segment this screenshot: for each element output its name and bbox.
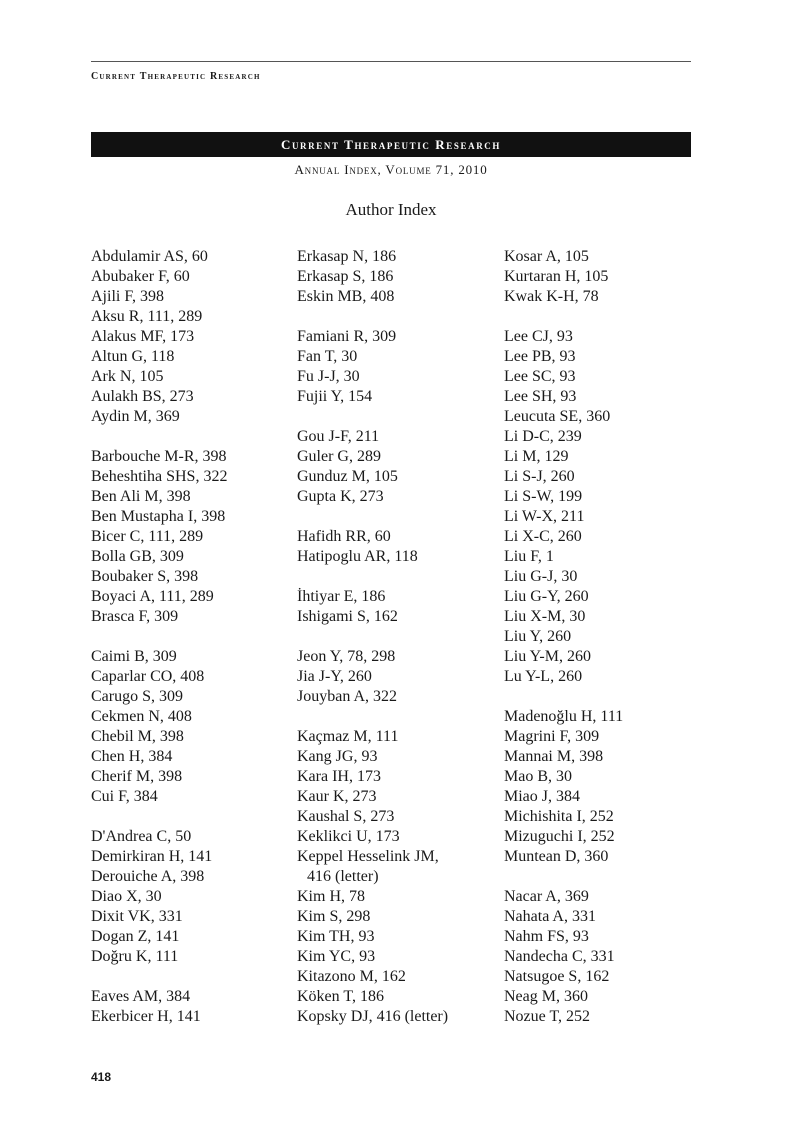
- index-entry: Boubaker S, 398: [91, 568, 199, 585]
- index-entry: Nandecha C, 331: [504, 948, 615, 965]
- index-spacer: [297, 627, 497, 647]
- index-entry: Ajili F, 398: [91, 288, 164, 305]
- index-entry: Kim TH, 93: [297, 928, 375, 945]
- index-entry: Gunduz M, 105: [297, 468, 398, 485]
- index-entry: Brasca F, 309: [91, 608, 179, 625]
- index-entry: Fujii Y, 154: [297, 388, 373, 405]
- index-entry: Jeon Y, 78, 298: [297, 648, 396, 665]
- index-entry: Keppel Hesselink JM,: [297, 848, 439, 865]
- index-entry: Kim S, 298: [297, 908, 371, 925]
- index-entry: Guler G, 289: [297, 448, 381, 465]
- index-entry: Dogan Z, 141: [91, 928, 180, 945]
- index-entry: Kim YC, 93: [297, 948, 376, 965]
- index-spacer: [297, 507, 497, 527]
- index-entry: Kwak K-H, 78: [504, 288, 599, 305]
- index-entry: Eaves AM, 384: [91, 988, 191, 1005]
- index-entry: Famiani R, 309: [297, 328, 397, 345]
- index-entry: Derouiche A, 398: [91, 868, 205, 885]
- index-entry: Bolla GB, 309: [91, 548, 184, 565]
- index-spacer: [91, 807, 291, 827]
- index-column-3: [504, 247, 704, 1027]
- index-entry: Liu X-M, 30: [504, 608, 586, 625]
- index-entry: İhtiyar E, 186: [297, 588, 386, 605]
- index-entry: Köken T, 186: [297, 988, 384, 1005]
- index-column-1: [91, 247, 291, 1027]
- index-entry: Kurtaran H, 105: [504, 268, 609, 285]
- index-entry: Mizuguchi I, 252: [504, 828, 615, 845]
- index-entry: Caimi B, 309: [91, 648, 177, 665]
- index-entry: Ben Ali M, 398: [91, 488, 191, 505]
- index-entry: Kaçmaz M, 111: [297, 728, 399, 745]
- index-spacer: [297, 567, 497, 587]
- index-entry: Mannai M, 398: [504, 748, 604, 765]
- index-entry: Jia J-Y, 260: [297, 668, 372, 685]
- index-entry: Barbouche M-R, 398: [91, 448, 227, 465]
- index-entry: Keklikci U, 173: [297, 828, 400, 845]
- index-entry: Neag M, 360: [504, 988, 588, 1005]
- index-entry: Ishigami S, 162: [297, 608, 398, 625]
- index-entry: Fan T, 30: [297, 348, 358, 365]
- index-entry: Li S-W, 199: [504, 488, 583, 505]
- index-entry: Lee SH, 93: [504, 388, 577, 405]
- index-entry: Gupta K, 273: [297, 488, 384, 505]
- index-entry: Dixit VK, 331: [91, 908, 183, 925]
- index-entry: Gou J-F, 211: [297, 428, 380, 445]
- index-entry: Michishita I, 252: [504, 808, 614, 825]
- index-title: Author Index: [345, 200, 437, 219]
- index-entry: Lee CJ, 93: [504, 328, 573, 345]
- index-entry: Lee PB, 93: [504, 348, 576, 365]
- header-rule: [91, 61, 691, 62]
- index-entry: Abdulamir AS, 60: [91, 248, 208, 265]
- index-entry: Kim H, 78: [297, 888, 365, 905]
- index-entry: Ekerbicer H, 141: [91, 1008, 201, 1025]
- index-entry: Abubaker F, 60: [91, 268, 190, 285]
- index-entry: Li X-C, 260: [504, 528, 582, 545]
- index-entry: Miao J, 384: [504, 788, 580, 805]
- index-entry: Magrini F, 309: [504, 728, 600, 745]
- index-entry: Liu Y, 260: [504, 628, 572, 645]
- index-entry: Natsugoe S, 162: [504, 968, 610, 985]
- index-entry: Cui F, 384: [91, 788, 158, 805]
- index-entry: Kopsky DJ, 416 (letter): [297, 1008, 449, 1025]
- index-entry: Ark N, 105: [91, 368, 164, 385]
- index-entry: Hafidh RR, 60: [297, 528, 391, 545]
- index-entry: Kaushal S, 273: [297, 808, 395, 825]
- index-spacer: [91, 627, 291, 647]
- index-entry: Li W-X, 211: [504, 508, 585, 525]
- index-entry: Carugo S, 309: [91, 688, 183, 705]
- index-spacer: [297, 307, 497, 327]
- index-entry: 416 (letter): [307, 868, 379, 885]
- annual-index-subtitle: Annual Index, Volume 71, 2010: [294, 162, 488, 177]
- index-entry: Aulakh BS, 273: [91, 388, 194, 405]
- index-entry: Chebil M, 398: [91, 728, 184, 745]
- index-entry: Hatipoglu AR, 118: [297, 548, 418, 565]
- index-entry: Erkasap N, 186: [297, 248, 397, 265]
- index-entry: Kitazono M, 162: [297, 968, 406, 985]
- index-entry: Kaur K, 273: [297, 788, 377, 805]
- index-entry: Kosar A, 105: [504, 248, 589, 265]
- index-column-2: [297, 247, 497, 1027]
- index-entry: Nozue T, 252: [504, 1008, 591, 1025]
- index-spacer: [504, 687, 704, 707]
- index-entry: Liu Y-M, 260: [504, 648, 591, 665]
- index-entry: Aydin M, 369: [91, 408, 180, 425]
- index-entry: Bicer C, 111, 289: [91, 528, 204, 545]
- index-entry: Li D-C, 239: [504, 428, 582, 445]
- index-spacer: [297, 407, 497, 427]
- index-entry: Caparlar CO, 408: [91, 668, 205, 685]
- index-entry: Lee SC, 93: [504, 368, 576, 385]
- journal-banner: Current Therapeutic Research: [91, 132, 691, 157]
- index-entry: Liu G-Y, 260: [504, 588, 589, 605]
- index-spacer: [91, 967, 291, 987]
- index-entry: Lu Y-L, 260: [504, 668, 583, 685]
- index-spacer: [504, 867, 704, 887]
- index-entry: Beheshtiha SHS, 322: [91, 468, 228, 485]
- index-entry: Kang JG, 93: [297, 748, 378, 765]
- index-entry: Liu G-J, 30: [504, 568, 578, 585]
- index-entry: Ben Mustapha I, 398: [91, 508, 226, 525]
- index-entry: Erkasap S, 186: [297, 268, 394, 285]
- index-spacer: [297, 707, 497, 727]
- index-entry: D'Andrea C, 50: [91, 828, 192, 845]
- running-head: Current Therapeutic Research: [91, 71, 261, 82]
- index-entry: Alakus MF, 173: [91, 328, 195, 345]
- index-entry: Altun G, 118: [91, 348, 175, 365]
- index-entry: Eskin MB, 408: [297, 288, 395, 305]
- index-entry: Liu F, 1: [504, 548, 554, 565]
- index-entry: Mao B, 30: [504, 768, 572, 785]
- index-entry: Cekmen N, 408: [91, 708, 192, 725]
- index-entry: Nahata A, 331: [504, 908, 596, 925]
- index-entry: Li S-J, 260: [504, 468, 575, 485]
- index-entry: Nacar A, 369: [504, 888, 589, 905]
- index-entry: Leucuta SE, 360: [504, 408, 611, 425]
- index-entry: Aksu R, 111, 289: [91, 308, 203, 325]
- index-entry: Madenoğlu H, 111: [504, 708, 624, 725]
- index-entry: Boyaci A, 111, 289: [91, 588, 214, 605]
- index-entry: Doğru K, 111: [91, 948, 179, 965]
- page-number: 418: [91, 1070, 112, 1084]
- index-entry: Cherif M, 398: [91, 768, 183, 785]
- index-entry: Muntean D, 360: [504, 848, 609, 865]
- index-entry: Nahm FS, 93: [504, 928, 589, 945]
- index-entry: Jouyban A, 322: [297, 688, 397, 705]
- index-spacer: [504, 307, 704, 327]
- index-entry: Fu J-J, 30: [297, 368, 360, 385]
- index-entry: Kara IH, 173: [297, 768, 381, 785]
- index-entry: Chen H, 384: [91, 748, 173, 765]
- index-entry: Demirkiran H, 141: [91, 848, 213, 865]
- index-entry: Li M, 129: [504, 448, 569, 465]
- index-spacer: [91, 427, 291, 447]
- index-entry: Diao X, 30: [91, 888, 162, 905]
